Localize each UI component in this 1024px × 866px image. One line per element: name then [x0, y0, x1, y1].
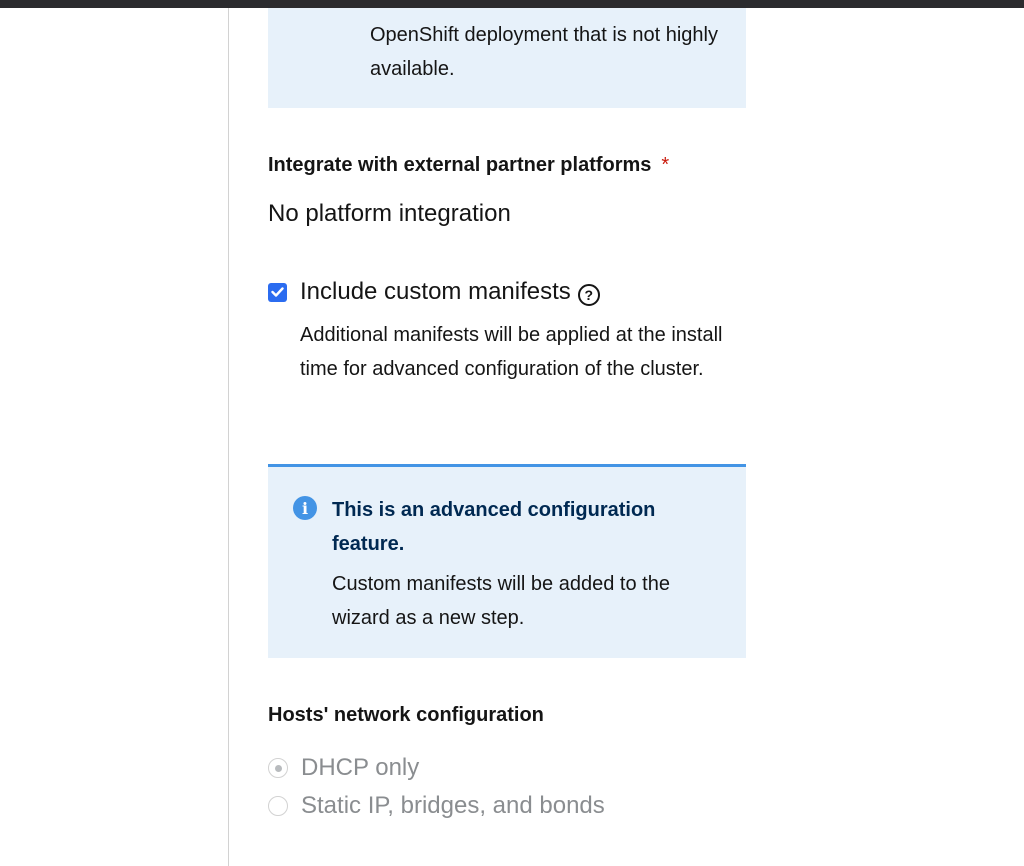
advanced-config-alert-title: This is an advanced configuration feature. [332, 499, 656, 555]
platform-integration-label-text: Integrate with external partner platforms [268, 154, 652, 176]
ha-warning-text: OpenShift deployment that is not highly available. [370, 24, 718, 80]
custom-manifests-checkbox[interactable] [268, 283, 287, 302]
radio-dhcp-only-label[interactable]: DHCP only [301, 754, 420, 781]
custom-manifests-label[interactable]: Include custom manifests [300, 278, 571, 305]
required-marker: * [661, 154, 670, 176]
network-config-label: Hosts' network configuration [268, 704, 544, 726]
radio-static-ip[interactable] [268, 792, 605, 820]
advanced-config-alert [268, 464, 746, 658]
browser-top-bar [0, 0, 1024, 8]
radio-button-unselected[interactable] [268, 796, 288, 816]
radio-button-selected[interactable] [268, 758, 288, 778]
help-icon[interactable]: ? [578, 284, 600, 306]
custom-manifests-description: Additional manifests will be applied at the install time for advanced configuration of the cluster. [300, 324, 723, 380]
advanced-config-alert-body: Custom manifests will be added to the wizard as a new step. [332, 573, 670, 629]
custom-manifests-row [268, 278, 600, 306]
checkmark-icon [271, 287, 284, 297]
platform-integration-label [268, 154, 669, 177]
info-icon: i [293, 496, 317, 520]
platform-integration-value: No platform integration [268, 200, 511, 227]
radio-dhcp-only[interactable] [268, 754, 419, 782]
ha-warning-alert [268, 8, 746, 108]
nav-divider [228, 8, 229, 866]
radio-static-ip-label[interactable]: Static IP, bridges, and bonds [301, 792, 605, 819]
